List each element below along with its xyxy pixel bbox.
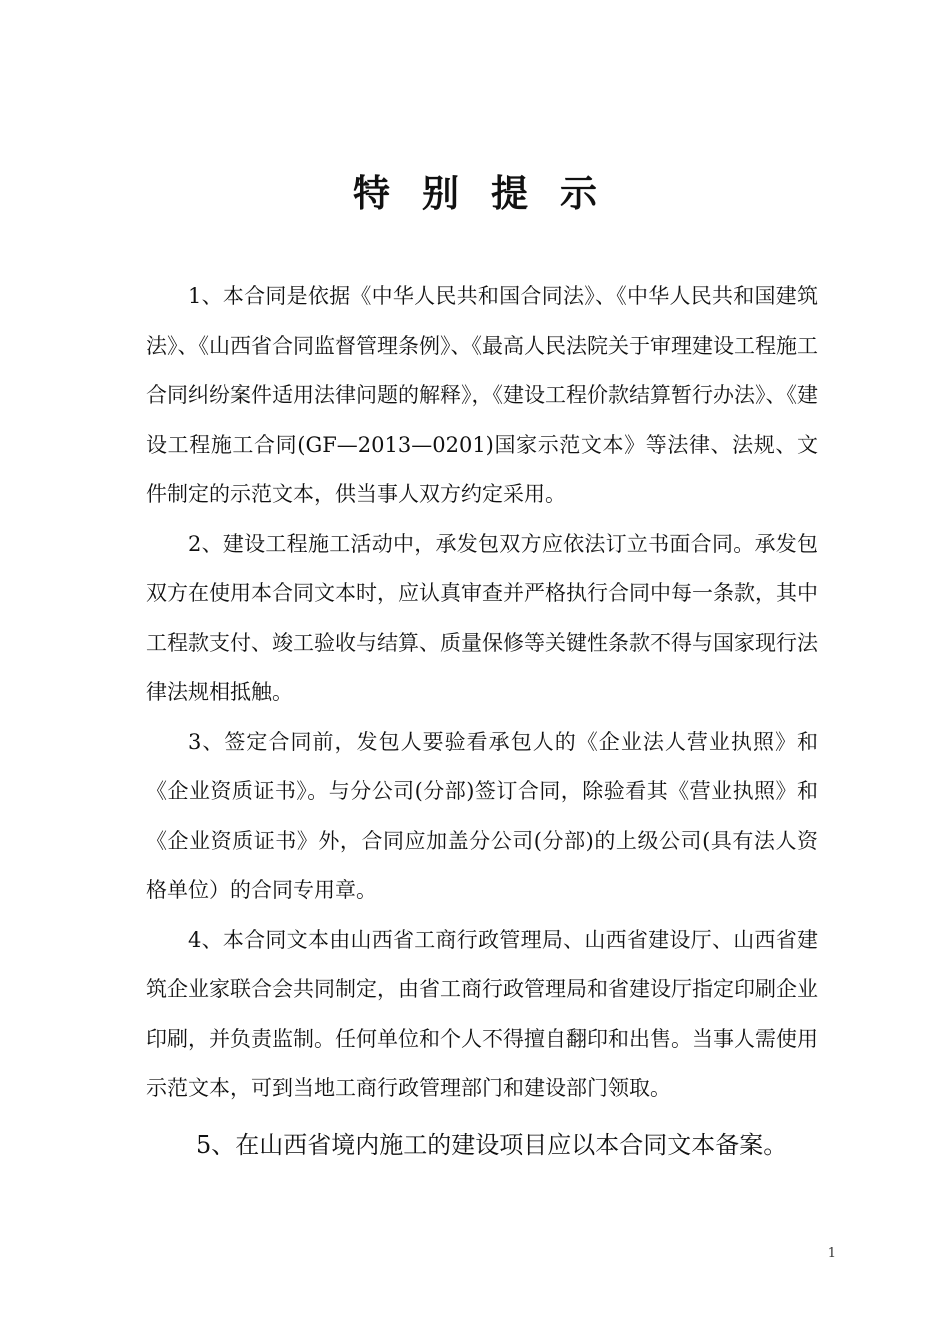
document-body	[146, 272, 818, 1174]
paragraph-2: 2、建设工程施工活动中，承发包双方应依法订立书面合同。承发包双方在使用本合同文本时，应认真审查并严格执行合同中每一条款，其中工程款支付、竣工验收与结算、质量保修等关键性条款不得与国家现行法律法规相抵触。	[146, 531, 818, 704]
document-title: 特别提示	[353, 172, 629, 215]
paragraph-4: 4、本合同文本由山西省工商行政管理局、山西省建设厅、山西省建筑企业家联合会共同制定，由省工商行政管理局和省建设厅指定印刷企业印刷，并负责监制。任何单位和个人不得擅自翻印和出售。当事人需使用示范文本，可到当地工商行政管理部门和建设部门领取。	[146, 927, 818, 1100]
paragraph-3: 3、签定合同前，发包人要验看承包人的《企业法人营业执照》和《企业资质证书》。与分公司(分部)签订合同，除验看其《营业执照》和《企业资质证书》外，合同应加盖分公司(分部)的上级公司(具有法人资格单位）的合同专用章。	[146, 729, 818, 902]
page-number: 1	[827, 1246, 836, 1261]
paragraph-5: 5、在山西省境内施工的建设项目应以本合同文本备案。	[196, 1130, 788, 1159]
paragraph-1: 1、本合同是依据《中华人民共和国合同法》、《中华人民共和国建筑法》、《山西省合同监督管理条例》、《最高人民法院关于审理建设工程施工合同纠纷案件适用法律问题的解释》，《建设工程价款结算暂行办法》、《建设工程施工合同(GF—2013—0201)国家示范文本》等法律、法规、文件制定的示范文本，供当事人双方约定采用。	[146, 284, 818, 506]
